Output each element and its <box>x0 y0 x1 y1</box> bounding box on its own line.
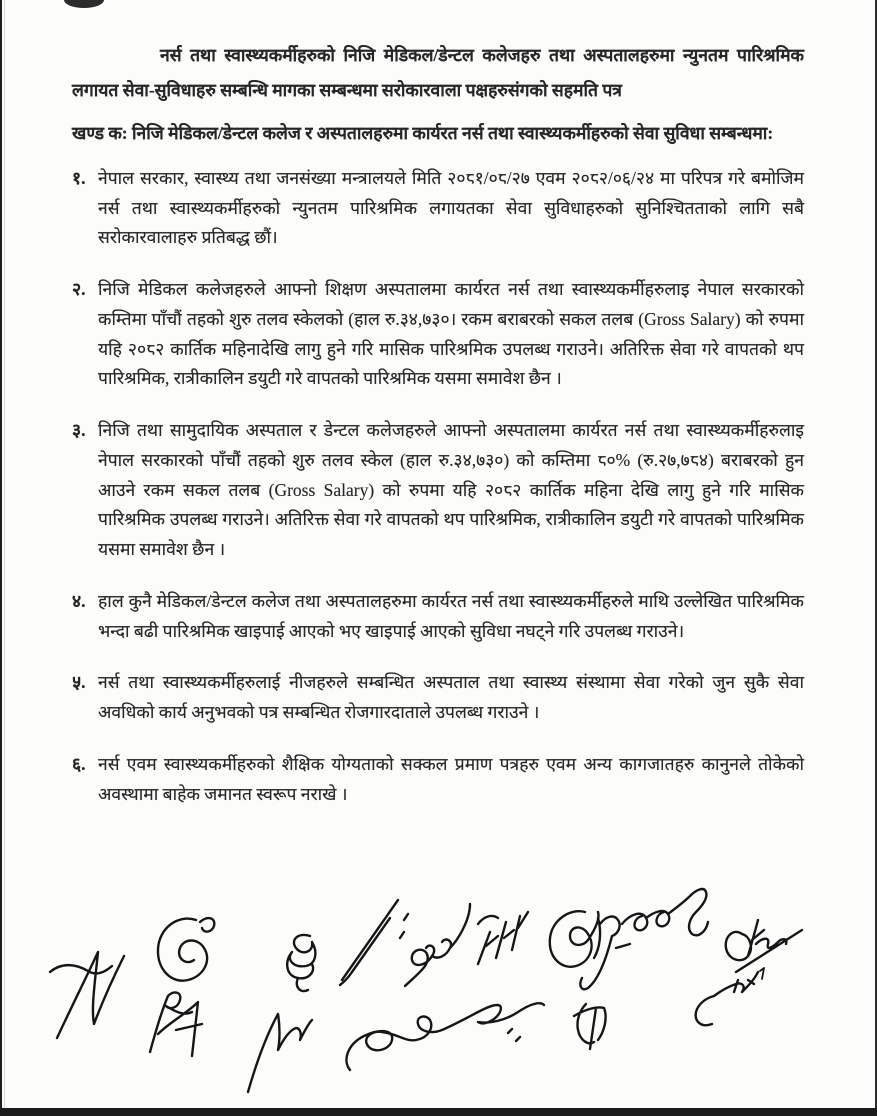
item-number: ५. <box>72 672 86 693</box>
item-number: २. <box>72 279 86 300</box>
signature-6 <box>478 912 528 964</box>
signature-5 <box>405 904 470 986</box>
document-title: नर्स तथा स्वास्थ्यकर्मीहरुको निजि मेडिकल/डेन्टल कलेजहरु तथा अस्पतालहरुमा न्युनतम पारिश्रमिक लगायत सेवा-सुविधाहरु सम्बन्धि मागका सम्बन्धमा सरोकारवाला पक्षहरुसंगको सहमति पत्र <box>72 45 804 100</box>
signature-8 <box>622 889 708 935</box>
signature-7 <box>550 911 630 989</box>
agreement-item-4 <box>72 587 804 647</box>
signatures-block <box>0 872 877 1112</box>
item-text: हाल कुनै मेडिकल/डेन्टल कलेज तथा अस्पतालहरुमा कार्यरत नर्स तथा स्वास्थ्यकर्मीहरुले माथि उल्लेखित पारिश्रमिक भन्दा बढी पारिश्रमिक खाइपाई आएको भए खाइपाई आएको सुविधा नघट्ने गरि उपलब्ध गराउने। <box>98 590 804 641</box>
signature-2 <box>158 918 214 981</box>
item-text: निजि मेडिकल कलेजहरुले आफ्नो शिक्षण अस्पतालमा कार्यरत नर्स तथा स्वास्थ्यकर्मीहरुलाइ नेपाल सरकारको कम्तिमा पाँचौं तहको शुरु तलव स्केलको (हाल रु.३४,७३०। रकम बराबरको सकल तलब (Gross Salary) को रुपमा यहि २०८२ कार्तिक महिनादेखि लागु हुने गरि मासिक पारिश्रमिक उपलब्ध गराउने। अतिरिक्त सेवा गरे वापतको थप पारिश्रमिक, रात्रीकालिन डयुटी गरे वापतको पारिश्रमिक यसमा समावेश छैन । <box>98 279 804 389</box>
item-text: निजि तथा सामुदायिक अस्पताल र डेन्टल कलेजहरुले आफ्नो अस्पतालमा कार्यरत नर्स तथा स्वास्थ्यकर्मीहरुलाइ नेपाल सरकारको पाँचौं तहको शुरु तलव स्केल (हाल रु.३४,७३०) को कम्तिमा ८०% (रु.२७,७८४) बराबरको हुन आउने रकम सकल तलब (Gross Salary) को रुपमा यहि २०८२ कार्तिक महिना देखि लागु हुने गरि मासिक पारिश्रमिक उपलब्ध गराउने। अतिरिक्त सेवा गरे वापतको थप पारिश्रमिक, रात्रीकालिन डयुटी गरे वापतको पारिश्रमिक यसमा समावेश छैन । <box>98 420 804 560</box>
document-content <box>72 38 804 831</box>
agreement-item-3 <box>72 416 804 565</box>
item-text: नेपाल सरकार, स्वास्थ्य तथा जनसंख्या मन्त्रालयले मिति २०८१/०८/२७ एवम २०८२/०६/२४ मा परिपत्र गरे बमोजिम नर्स तथा स्वास्थ्यकर्मीहरुको न्युनतम पारिश्रमिक लगायतका सेवा सुविधाहरुको सुनिश्चितताको लागि सबै सरोकारवालाहरु प्रतिबद्ध छौं। <box>98 167 804 248</box>
agreement-item-6 <box>72 750 804 810</box>
signature-14 <box>696 972 758 1025</box>
signature-4 <box>340 900 408 985</box>
signature-9 <box>726 920 802 972</box>
agreement-item-2 <box>72 275 804 394</box>
item-number: १. <box>72 167 86 188</box>
binder-clip-mark <box>64 0 104 8</box>
signature-12 <box>346 1003 544 1070</box>
agreement-item-1 <box>72 164 804 253</box>
signature-10 <box>150 993 202 1056</box>
signature-13 <box>574 1004 606 1049</box>
item-number: ४. <box>72 590 86 611</box>
item-text: नर्स तथा स्वास्थ्यकर्मीहरुलाई नीजहरुले सम्बन्धित अस्पताल तथा स्वास्थ्य संस्थामा सेवा गरेको जुन सुकै सेवा अवधिको कार्य अनुभवको पत्र सम्बन्धित रोजगारदाताले उपलब्ध गराउने । <box>98 672 804 723</box>
item-number: ३. <box>72 420 86 441</box>
signature-1 <box>50 952 124 1038</box>
item-number: ६. <box>72 753 86 774</box>
item-text: नर्स एवम स्वास्थ्यकर्मीहरुको शैक्षिक योग्यताको सक्कल प्रमाण पत्रहरु एवम अन्य कागजातहरु कानुनले तोकेको अवस्थामा बाहेक जमानत स्वरूप नराखे । <box>98 753 804 804</box>
handwritten-mark-1 <box>760 968 764 979</box>
agreement-item-5 <box>72 668 804 728</box>
section-heading: खण्ड क: निजि मेडिकल/डेन्टल कलेज र अस्पतालहरुमा कार्यरत नर्स तथा स्वास्थ्यकर्मीहरुको सेवा सुविधा सम्बन्धमा: <box>72 123 774 143</box>
agreement-items-list <box>72 164 804 810</box>
signature-3 <box>287 935 315 991</box>
signature-11 <box>248 1014 312 1092</box>
